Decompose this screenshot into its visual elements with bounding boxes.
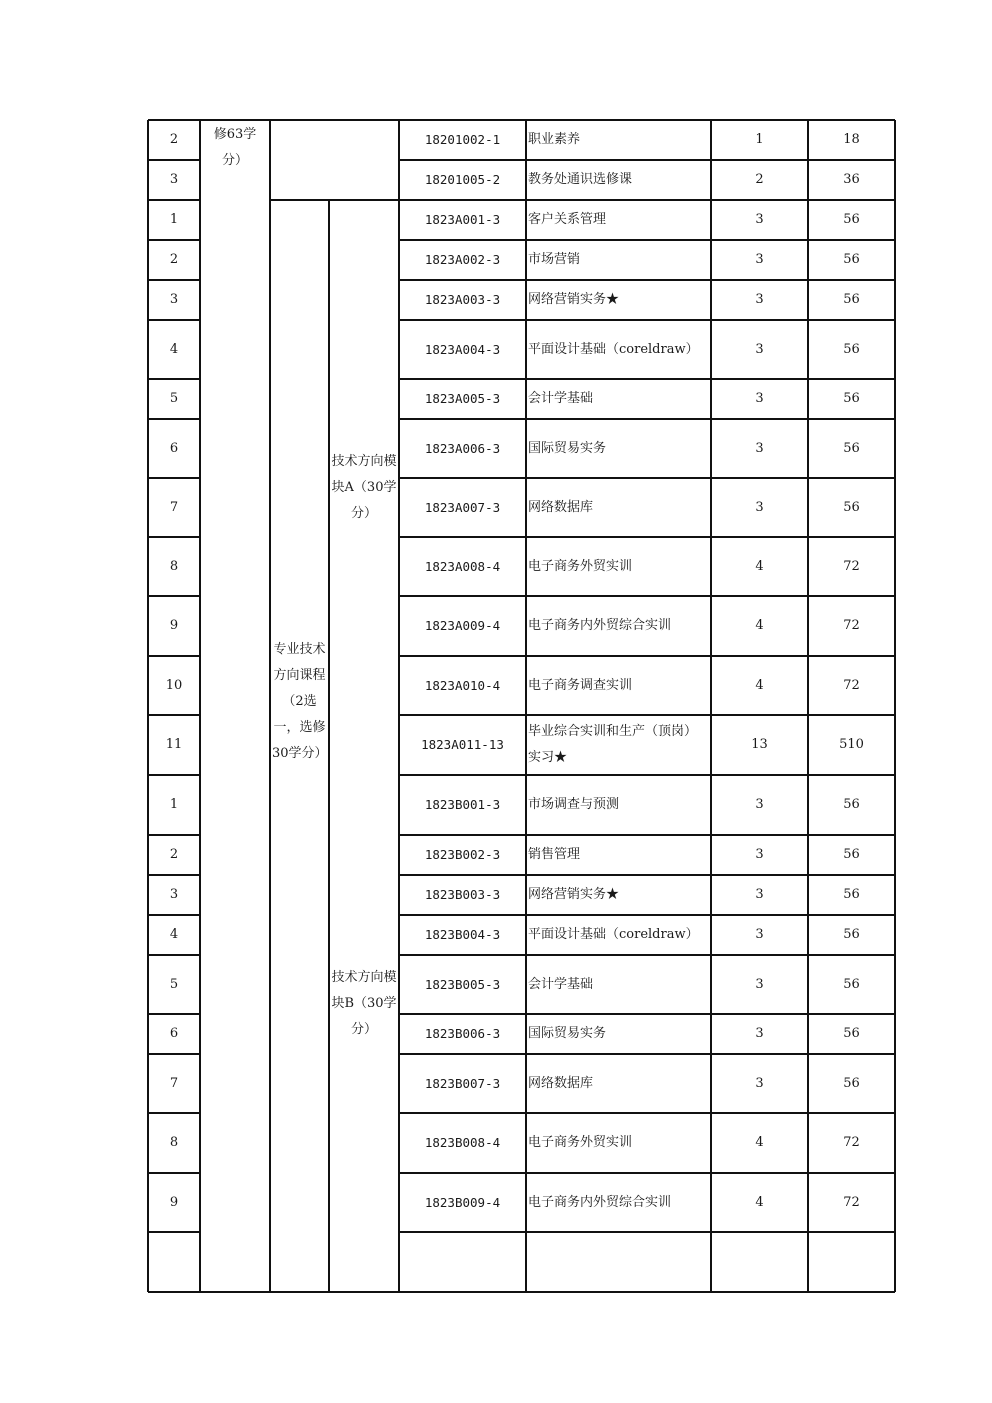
row-course-name: 电子商务调查实训 [528,677,633,693]
row-course-name: 销售管理 [528,847,581,862]
row-credits: 3 [755,252,764,267]
row-course-name: 市场营销 [528,252,581,267]
row-course-name: 毕业综合实训和生产（顶岗）实习★ [528,724,698,765]
row-seq: 7 [169,499,179,515]
row-credits: 3 [755,341,764,357]
grid-line [148,319,200,320]
row-course-name: 电子商务外贸实训 [528,558,633,574]
grid-line [399,199,895,200]
grid-line [148,655,200,656]
row-course-name: 网络营销实务★ [528,292,620,307]
grid-line [148,774,200,775]
grid-line [399,159,895,160]
row-seq: 2 [169,132,179,147]
grid-line [399,319,895,320]
row-hours: 56 [843,440,860,456]
grid-line [399,1172,895,1173]
row-credits: 4 [755,558,764,574]
row-code: 1823A001-3 [424,212,501,227]
row-credits: 13 [751,737,768,752]
grid-line [148,199,200,200]
row-course-name: 客户关系管理 [528,212,607,227]
row-credits: 4 [755,677,764,693]
row-course-name: 网络数据库 [528,1075,594,1091]
professional-group-label: 专业技术方向课程（2选一，选修30学分） [272,642,328,761]
row-code: 1823A005-3 [424,391,501,406]
grid-line [399,279,895,280]
row-seq: 9 [169,1194,179,1210]
row-seq: 8 [169,558,179,574]
grid-line [399,477,895,478]
grid-line [148,159,200,160]
grid-line [399,954,895,955]
row-hours: 56 [843,341,860,357]
row-hours: 36 [843,172,860,187]
row-code: 1823A010-4 [424,677,501,693]
row-credits: 3 [755,887,764,902]
grid-line [148,914,200,915]
grid-line [399,834,895,835]
row-course-name: 国际贸易实务 [528,1026,607,1041]
grid-line [399,1053,895,1054]
row-course-name: 会计学基础 [528,976,594,992]
grid-line [269,120,270,1292]
row-code: 1823B008-4 [424,1135,501,1150]
row-course-name: 职业素养 [528,132,581,147]
grid-line [399,1013,895,1014]
row-hours: 56 [843,976,860,992]
grid-line [148,1172,200,1173]
grid-line [148,418,200,419]
row-course-name: 国际贸易实务 [528,440,607,456]
row-course-name: 电子商务外贸实训 [528,1135,633,1150]
grid-line [148,874,200,875]
row-course-name: 会计学基础 [528,391,594,406]
row-seq: 7 [169,1075,179,1091]
row-credits: 3 [755,976,764,992]
row-hours: 56 [843,927,860,942]
row-seq: 8 [169,1135,179,1150]
row-course-name: 电子商务内外贸综合实训 [528,1194,672,1210]
row-code: 1823B006-3 [424,1026,501,1041]
grid-line [148,954,200,955]
row-seq: 11 [165,737,183,752]
grid-line [399,418,895,419]
module-b-label: 技术方向模块B（30学分） [331,970,397,1037]
row-seq: 3 [169,292,179,307]
row-course-name: 平面设计基础（coreldraw） [528,341,699,357]
row-hours: 56 [843,797,860,812]
row-seq: 4 [169,927,179,942]
row-seq: 9 [169,618,179,633]
row-seq: 5 [169,976,179,992]
row-credits: 3 [755,391,764,406]
row-credits: 3 [755,499,764,515]
row-hours: 56 [843,212,860,227]
grid-line [399,1231,895,1232]
row-hours: 56 [843,292,860,307]
row-seq: 6 [169,1026,179,1041]
row-course-name: 电子商务内外贸综合实训 [528,618,672,633]
row-credits: 4 [755,1135,764,1150]
grid-line [328,200,329,1292]
row-credits: 4 [755,1194,764,1210]
row-hours: 72 [843,1194,860,1210]
row-seq: 3 [169,172,179,187]
row-code: 1823A004-3 [424,341,501,357]
module-a-label: 技术方向模块A（30学分） [331,453,397,521]
row-credits: 3 [755,927,764,942]
row-code: 1823A002-3 [424,252,501,267]
grid-line [148,1231,200,1232]
grid-line [398,120,399,1292]
row-code: 1823B007-3 [424,1075,501,1091]
row-course-name: 市场调查与预测 [528,797,620,812]
row-code: 1823B004-3 [424,927,501,942]
row-code: 1823B002-3 [424,847,501,862]
grid-line [399,536,895,537]
row-seq: 3 [169,887,179,902]
row-seq: 2 [169,252,179,267]
row-hours: 56 [843,887,860,902]
row-code: 1823A008-4 [424,558,501,574]
row-seq: 10 [165,677,183,693]
row-credits: 3 [755,212,764,227]
row-code: 1823B001-3 [424,797,501,812]
row-seq: 2 [169,847,179,862]
grid-line [148,1112,200,1113]
row-code: 1823B009-4 [424,1194,501,1210]
row-course-name: 平面设计基础（coreldraw） [528,927,699,942]
row-code: 18201005-2 [424,172,501,187]
row-code: 1823A007-3 [424,499,501,515]
row-code: 1823A011-13 [421,737,504,752]
grid-line [148,1053,200,1054]
row-credits: 3 [755,1075,764,1091]
grid-line [710,120,711,1292]
grid-line [270,199,399,200]
grid-line [399,874,895,875]
grid-line [148,595,200,596]
category-fragment: 修63学分） [213,127,257,168]
row-hours: 56 [843,1026,860,1041]
row-hours: 510 [839,737,864,752]
row-hours: 72 [843,677,860,693]
grid-line [399,378,895,379]
row-seq: 1 [169,212,179,227]
grid-line [148,378,200,379]
row-credits: 3 [755,797,764,812]
row-credits: 4 [755,618,764,633]
row-hours: 56 [843,1075,860,1091]
grid-line [399,655,895,656]
row-hours: 56 [843,499,860,515]
row-hours: 72 [843,558,860,574]
grid-line [148,1291,895,1293]
row-hours: 18 [843,132,860,147]
row-course-name: 教务处通识选修课 [528,172,633,187]
grid-line [399,1112,895,1113]
grid-line [148,239,200,240]
row-hours: 56 [843,847,860,862]
row-credits: 2 [755,172,764,187]
row-seq: 6 [169,440,179,456]
grid-line [399,714,895,715]
row-code: 1823A003-3 [424,292,501,307]
row-seq: 1 [169,797,179,812]
row-seq: 4 [169,341,179,357]
row-code: 18201002-1 [424,132,501,147]
row-course-name: 网络数据库 [528,499,594,515]
grid-line [148,477,200,478]
grid-line [807,120,808,1292]
row-code: 1823B003-3 [424,887,501,902]
row-seq: 5 [169,391,179,406]
row-code: 1823A006-3 [424,440,501,456]
row-hours: 56 [843,391,860,406]
row-hours: 72 [843,1135,860,1150]
grid-line [199,120,200,1292]
row-credits: 3 [755,1026,764,1041]
grid-line [399,595,895,596]
row-code: 1823B005-3 [424,976,501,992]
row-credits: 3 [755,847,764,862]
grid-line [148,536,200,537]
grid-line [399,914,895,915]
row-code: 1823A009-4 [424,618,501,633]
row-credits: 3 [755,440,764,456]
grid-line [399,774,895,775]
row-credits: 1 [755,132,764,147]
grid-line [148,1013,200,1014]
row-course-name: 网络营销实务★ [528,887,620,902]
grid-line [894,120,897,1292]
grid-line [148,714,200,715]
row-hours: 72 [843,618,860,633]
row-credits: 3 [755,292,764,307]
grid-line [148,119,895,121]
grid-line [147,120,150,1292]
grid-line [525,120,526,1292]
grid-line [399,239,895,240]
grid-line [148,279,200,280]
grid-line [148,834,200,835]
row-hours: 56 [843,252,860,267]
